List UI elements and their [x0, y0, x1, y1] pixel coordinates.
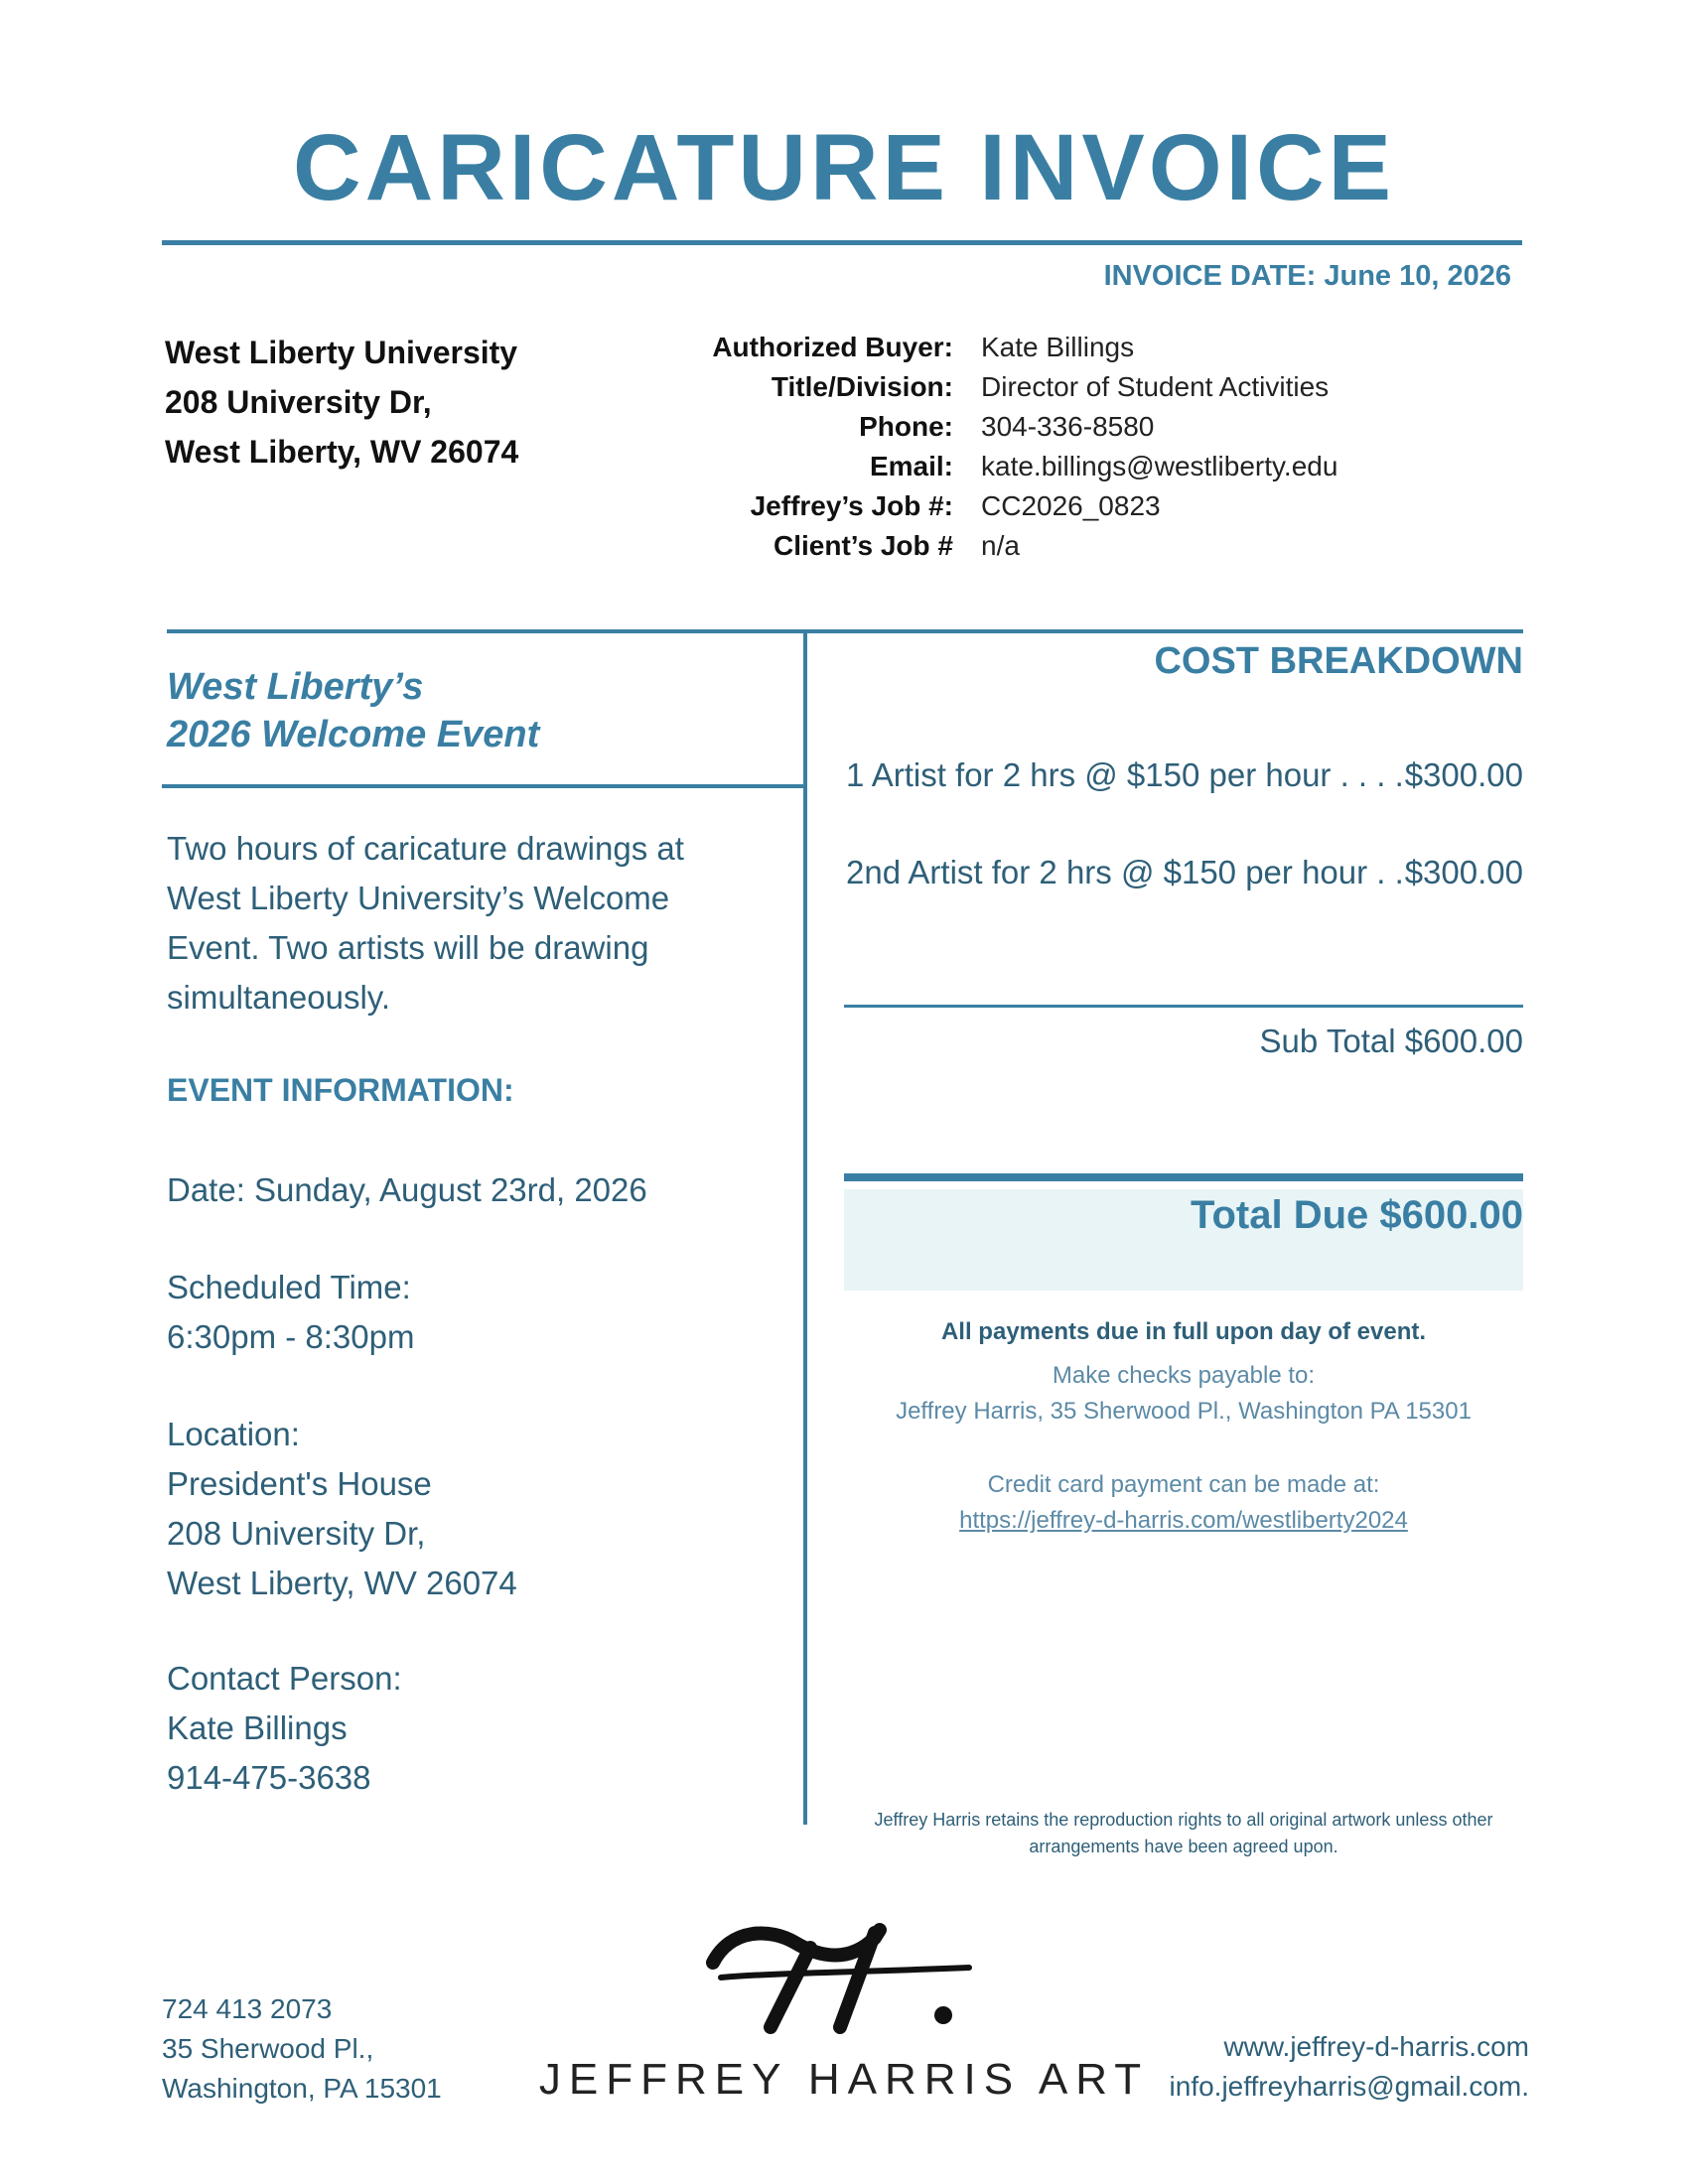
event-date: Date: Sunday, August 23rd, 2026: [167, 1171, 647, 1208]
total-divider: [844, 1173, 1523, 1181]
event-location: [167, 1410, 517, 1608]
meta-key: Title/Division:: [771, 371, 953, 402]
brand-name: JEFFREY HARRIS ART: [538, 2055, 1150, 2104]
event-contact-name: Kate Billings: [167, 1709, 348, 1746]
section-divider: [167, 629, 1523, 633]
meta-value: CC2026_0823: [981, 490, 1161, 521]
jh-logo-icon: [701, 1918, 989, 2037]
card-label: Credit card payment can be made at:: [987, 1471, 1380, 1498]
meta-row: [556, 526, 1337, 566]
cost-line-item: [844, 756, 1523, 794]
event-title-divider: [162, 784, 803, 788]
event-title-line2: 2026 Welcome Event: [167, 714, 540, 755]
meta-value: kate.billings@westliberty.edu: [981, 451, 1338, 481]
rights-notice: Jeffrey Harris retains the reproduction rights to all original artwork unless other arrangements have been agreed upon.: [874, 1810, 1493, 1856]
meta-row: [556, 328, 1337, 367]
event-contact-label: Contact Person:: [167, 1660, 402, 1697]
card-payment-link[interactable]: https://jeffrey-d-harris.com/westliberty2024: [959, 1507, 1408, 1534]
event-time: [167, 1263, 414, 1362]
client-name: West Liberty University: [165, 335, 518, 370]
invoice-date: INVOICE DATE: June 10, 2026: [1103, 260, 1511, 292]
event-contact: [167, 1654, 402, 1803]
subtotal-divider: [844, 1005, 1523, 1008]
footer-address1: 35 Sherwood Pl.,: [162, 2033, 374, 2064]
invoice-title: CARICATURE INVOICE: [293, 115, 1395, 220]
cost-breakdown-heading: COST BREAKDOWN: [1154, 640, 1523, 682]
cost-line-item: [844, 854, 1523, 891]
footer-website[interactable]: www.jeffrey-d-harris.com: [1223, 2031, 1529, 2062]
meta-row: [556, 447, 1337, 486]
event-title: [167, 663, 539, 758]
event-location-name: President's House: [167, 1465, 432, 1502]
client-address-line2: West Liberty, WV 26074: [165, 434, 519, 470]
event-info-heading: EVENT INFORMATION:: [167, 1072, 514, 1108]
footer-web: [1170, 2027, 1529, 2107]
event-time-label: Scheduled Time:: [167, 1269, 411, 1305]
meta-value: 304-336-8580: [981, 411, 1155, 442]
client-address-line1: 208 University Dr,: [165, 384, 432, 420]
subtotal: Sub Total $600.00: [1259, 1023, 1523, 1059]
event-title-line1: West Liberty’s: [167, 666, 424, 708]
invoice-meta: [556, 328, 1337, 566]
meta-value: n/a: [981, 530, 1020, 561]
meta-row: [556, 367, 1337, 407]
meta-key: Email:: [869, 451, 953, 481]
meta-key: Phone:: [859, 411, 953, 442]
meta-row: [556, 407, 1337, 447]
line-item-description: 2nd Artist for 2 hrs @ $150 per hour . .: [846, 854, 1404, 890]
event-time-value: 6:30pm - 8:30pm: [167, 1318, 415, 1355]
meta-value: Kate Billings: [981, 332, 1135, 362]
checks-address: Jeffrey Harris, 35 Sherwood Pl., Washington PA 15301: [896, 1398, 1472, 1425]
payment-terms: All payments due in full upon day of event.: [940, 1318, 1427, 1345]
client-address: [165, 328, 518, 477]
meta-value: Director of Student Activities: [981, 371, 1330, 402]
event-location-addr2: West Liberty, WV 26074: [167, 1565, 517, 1601]
footer-address2: Washington, PA 15301: [162, 2073, 442, 2104]
title-divider: [162, 240, 1522, 245]
event-location-label: Location:: [167, 1416, 300, 1452]
column-divider: [803, 633, 807, 1825]
total-due: Total Due $600.00: [1191, 1193, 1523, 1237]
event-description: Two hours of caricature drawings at West Liberty University’s Welcome Event. Two artists will be drawing simultaneously.: [167, 830, 684, 1016]
footer-phone: 724 413 2073: [162, 1993, 333, 2024]
line-item-amount: $300.00: [1404, 756, 1523, 793]
line-item-amount: $300.00: [1404, 854, 1523, 890]
checks-label: Make checks payable to:: [1052, 1362, 1316, 1389]
event-location-addr1: 208 University Dr,: [167, 1515, 426, 1552]
line-item-description: 1 Artist for 2 hrs @ $150 per hour . . . .: [846, 756, 1404, 793]
meta-key: Authorized Buyer:: [712, 332, 953, 362]
footer-email[interactable]: info.jeffreyharris@gmail.com.: [1169, 2071, 1529, 2102]
meta-row: [556, 486, 1337, 526]
meta-key: Client’s Job #: [773, 530, 953, 561]
event-contact-phone: 914-475-3638: [167, 1759, 371, 1796]
meta-key: Jeffrey’s Job #:: [750, 490, 953, 521]
